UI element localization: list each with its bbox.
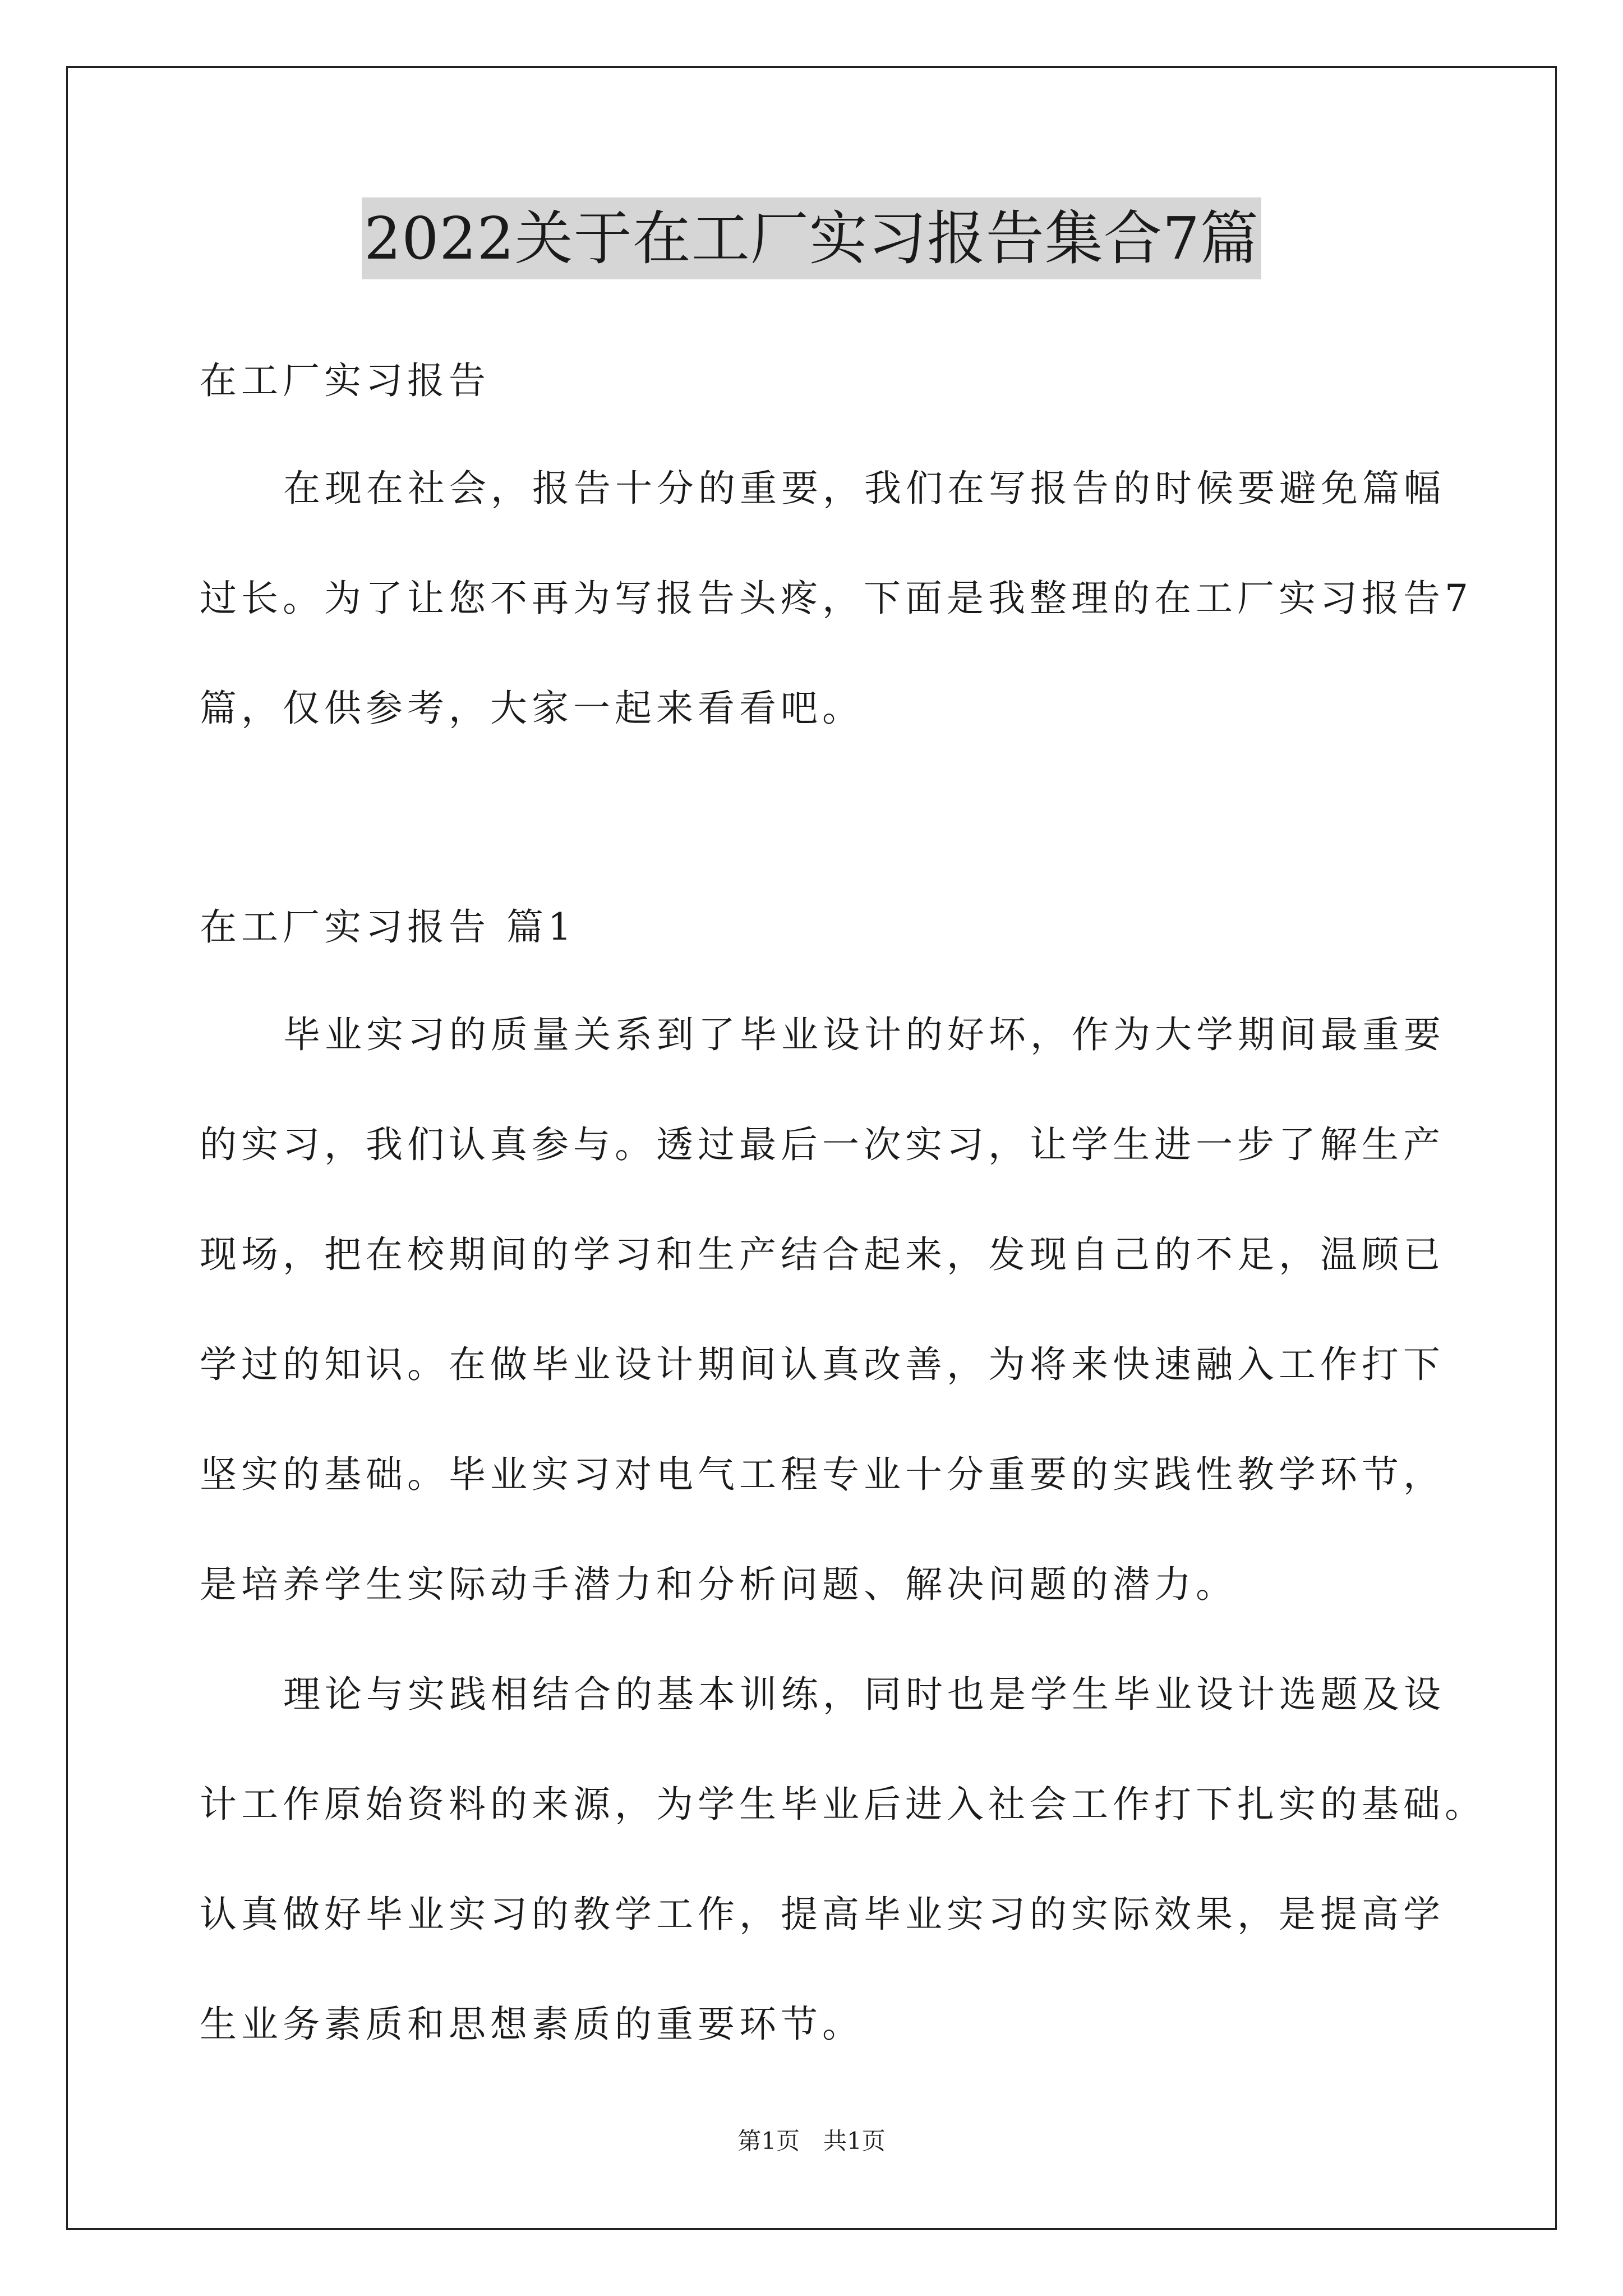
section1-para1-line-2: 的实习，我们认真参与。透过最后一次实习，让学生进一步了解生产 (200, 1123, 1445, 1166)
section1-para1-line-1: 毕业实习的质量关系到了毕业设计的好坏，作为大学期间最重要 (283, 1013, 1445, 1056)
section1-para2-line-1: 理论与实践相结合的基本训练，同时也是学生毕业设计选题及设 (283, 1673, 1445, 1716)
section1-para2-line-4: 生业务素质和思想素质的重要环节。 (200, 2003, 864, 2046)
intro-heading: 在工厂实习报告 (200, 359, 490, 402)
section1-para1-line-5: 坚实的基础。毕业实习对电气工程专业十分重要的实践性教学环节， (200, 1453, 1445, 1496)
intro-line-3: 篇，仅供参考，大家一起来看看吧。 (200, 687, 864, 730)
section1-para2-line-3: 认真做好毕业实习的教学工作，提高毕业实习的实际效果，是提高学 (200, 1893, 1445, 1936)
section1-para1-line-4: 学过的知识。在做毕业设计期间认真改善，为将来快速融入工作打下 (200, 1343, 1445, 1386)
section1-para1-line-6: 是培养学生实际动手潜力和分析问题、解决问题的潜力。 (200, 1563, 1237, 1606)
intro-line-1: 在现在社会，报告十分的重要，我们在写报告的时候要避免篇幅 (283, 467, 1445, 510)
section1-heading: 在工厂实习报告 篇1 (200, 905, 576, 949)
document-title: 2022关于在工厂实习报告集合7篇 (362, 197, 1261, 279)
section1-para2-line-2: 计工作原始资料的来源，为学生毕业后进入社会工作打下扎实的基础。 (200, 1783, 1486, 1826)
intro-line-2: 过长。为了让您不再为写报告头疼，下面是我整理的在工厂实习报告7 (200, 577, 1473, 620)
title-container (0, 197, 1623, 279)
page-footer: 第1页 共1页 (737, 2127, 886, 2155)
section1-para1-line-3: 现场，把在校期间的学习和生产结合起来，发现自己的不足，温顾已 (200, 1233, 1445, 1276)
